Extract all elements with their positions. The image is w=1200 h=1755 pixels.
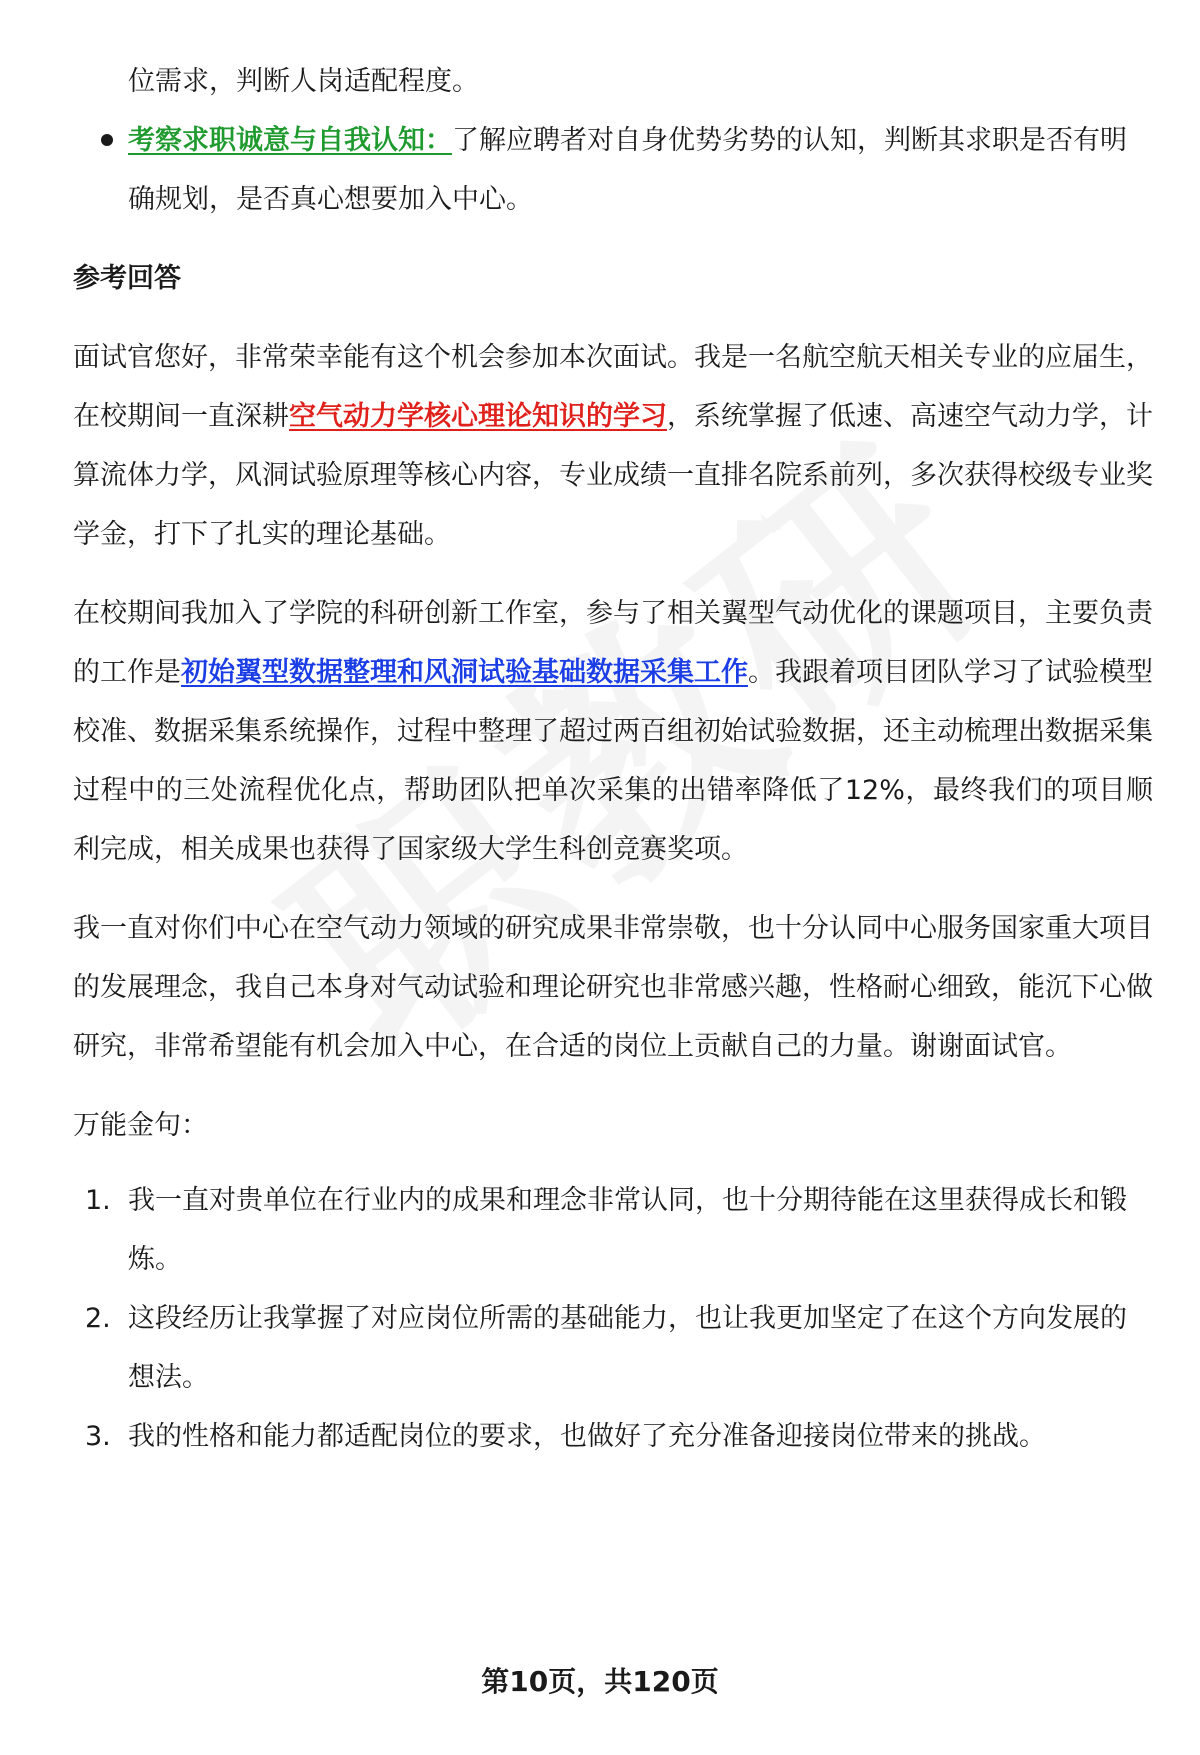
- bullet-text: 了解应聘者对自身优势劣势的认知，判断其求职是否有明确规划，是否真心想要加入中心。: [128, 125, 1127, 215]
- bullet-dot-icon: [101, 134, 113, 146]
- list-text: 我的性格和能力都适配岗位的要求，也做好了充分准备迎接岗位带来的挑战。: [128, 1421, 1046, 1452]
- golden-sentences-title: 万能金句：: [73, 1110, 208, 1141]
- list-item: [73, 1407, 1153, 1466]
- page-footer: 第10页，共120页: [481, 1665, 719, 1698]
- paragraph-text: 面试官您好，非常荣幸能有这个机会参加本次面试。我是一名航空航天相关专业的应届生，在校期间一直深耕: [73, 342, 1153, 432]
- bullet-item: [73, 111, 1153, 229]
- list-item: [73, 1171, 1153, 1289]
- list-number: 3.: [85, 1421, 111, 1452]
- list-item: [73, 1289, 1153, 1407]
- list-number: 1.: [85, 1185, 111, 1216]
- paragraph-text: ，系统掌握了低速、高速空气动力学，计算流体力学，风洞试验原理等核心内容，专业成绩一直排名院系前列，多次获得校级专业奖学金，打下了扎实的理论基础。: [73, 401, 1153, 550]
- highlight-red: 空气动力学核心理论知识的学习: [289, 401, 667, 432]
- answer-paragraph-2: [73, 584, 1153, 879]
- list-number: 2.: [85, 1303, 111, 1334]
- intro-continuation: 位需求，判断人岗适配程度。: [128, 66, 479, 97]
- golden-sentences-list: [73, 1171, 1153, 1466]
- answer-paragraph-3: 我一直对你们中心在空气动力领域的研究成果非常崇敬，也十分认同中心服务国家重大项目的发展理念，我自己本身对气动试验和理论研究也非常感兴趣，性格耐心细致，能沉下心做研究，非常希望能有机会加入中心，在合适的岗位上贡献自己的力量。谢谢面试官。: [73, 913, 1153, 1062]
- answer-paragraph-1: [73, 328, 1153, 564]
- list-text: 我一直对贵单位在行业内的成果和理念非常认同，也十分期待能在这里获得成长和锻炼。: [128, 1185, 1127, 1275]
- bullet-label: 考察求职诚意与自我认知：: [128, 125, 452, 156]
- list-text: 这段经历让我掌握了对应岗位所需的基础能力，也让我更加坚定了在这个方向发展的想法。: [128, 1303, 1127, 1393]
- paragraph-text: 在校期间我加入了学院的科研创新工作室，参与了相关翼型气动优化的课题项目，主要负责的工作是: [73, 598, 1153, 688]
- highlight-blue: 初始翼型数据整理和风洞试验基础数据采集工作: [181, 657, 748, 688]
- section-title: 参考回答: [73, 263, 181, 294]
- paragraph-text: 。我跟着项目团队学习了试验模型校准、数据采集系统操作，过程中整理了超过两百组初始试验数据，还主动梳理出数据采集过程中的三处流程优化点，帮助团队把单次采集的出错率降低了12%，最终我们的项目顺利完成，相关成果也获得了国家级大学生科创竞赛奖项。: [73, 657, 1153, 865]
- page-content: [73, 52, 1153, 1466]
